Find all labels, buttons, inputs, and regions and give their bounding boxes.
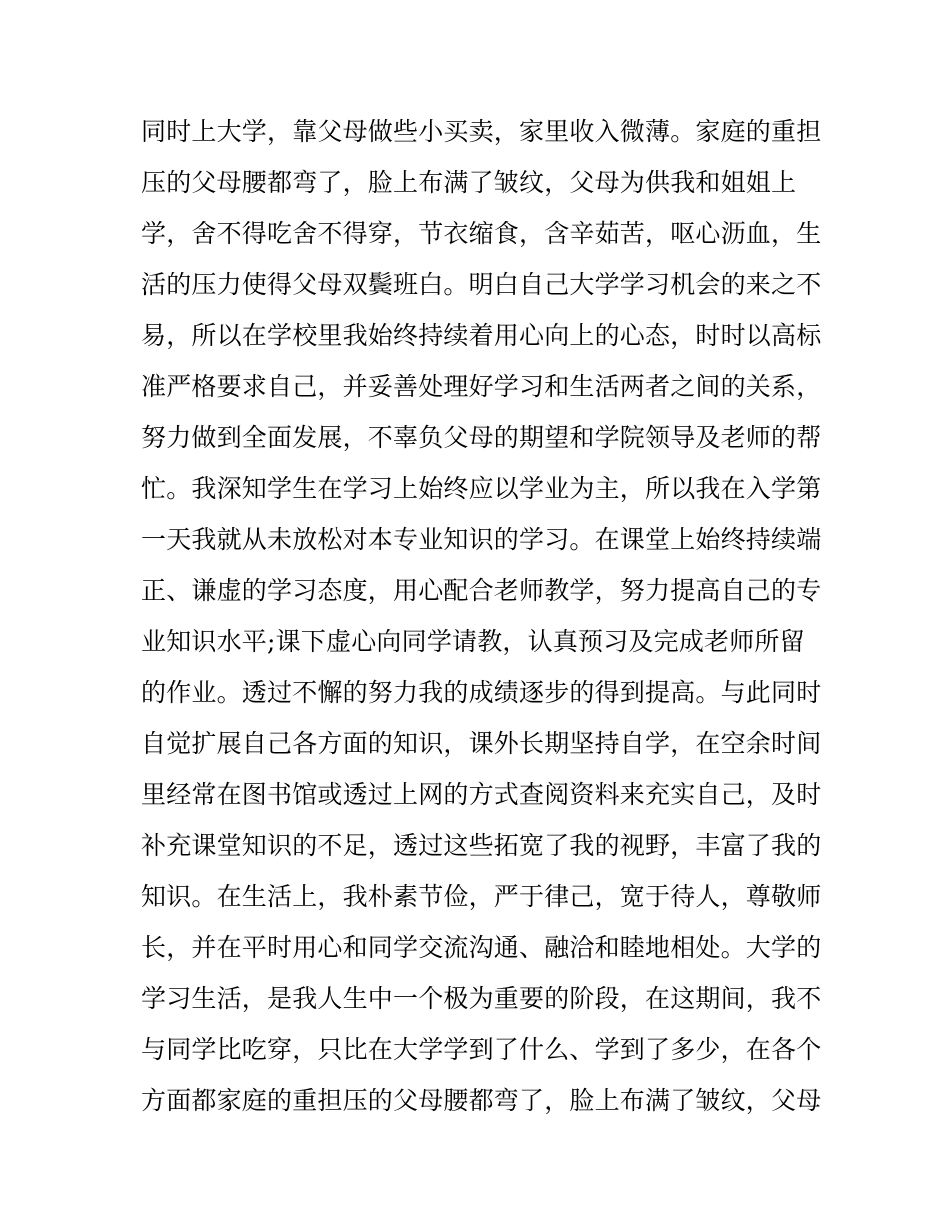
text-line: 一天我就从未放松对本专业知识的学习。在课堂上始终持续端 [141, 525, 822, 554]
text-line: 长，并在平时用心和同学交流沟通、融洽和睦地相处。大学的 [141, 933, 822, 962]
text-line: 同时上大学，靠父母做些小买卖，家里收入微薄。家庭的重担 [141, 117, 822, 146]
text-line: 的作业。透过不懈的努力我的成绩逐步的得到提高。与此同时 [141, 678, 822, 707]
text-line: 压的父母腰都弯了，脸上布满了皱纹，父母为供我和姐姐上 [141, 168, 797, 197]
text-line: 学，舍不得吃舍不得穿，节衣缩食，含辛茹苦，呕心沥血，生 [141, 219, 822, 248]
text-line: 准严格要求自己，并妥善处理好学习和生活两者之间的关系， [141, 372, 822, 401]
text-line: 活的压力使得父母双鬓班白。明白自己大学学习机会的来之不 [141, 270, 822, 299]
text-line: 方面都家庭的重担压的父母腰都弯了，脸上布满了皱纹，父母 [141, 1086, 822, 1115]
body-text [141, 106, 821, 1126]
text-line: 知识。在生活上，我朴素节俭，严于律己，宽于待人，尊敬师 [141, 882, 822, 911]
text-line: 里经常在图书馆或透过上网的方式查阅资料来充实自己，及时 [141, 780, 822, 809]
text-line: 正、谦虚的学习态度，用心配合老师教学，努力提高自己的专 [141, 576, 822, 605]
text-line: 努力做到全面发展，不辜负父母的期望和学院领导及老师的帮 [141, 423, 822, 452]
text-line: 补充课堂知识的不足，透过这些拓宽了我的视野，丰富了我的 [141, 831, 822, 860]
text-line: 业知识水平;课下虚心向同学请教，认真预习及完成老师所留 [141, 627, 805, 656]
text-line: 学习生活，是我人生中一个极为重要的阶段，在这期间，我不 [141, 984, 822, 1013]
text-line: 与同学比吃穿，只比在大学学到了什么、学到了多少，在各个 [141, 1035, 822, 1064]
text-line: 忙。我深知学生在学习上始终应以学业为主，所以我在入学第 [141, 474, 822, 503]
text-line: 自觉扩展自己各方面的知识，课外长期坚持自学，在空余时间 [141, 729, 822, 758]
text-line: 易，所以在学校里我始终持续着用心向上的心态，时时以高标 [141, 321, 822, 350]
